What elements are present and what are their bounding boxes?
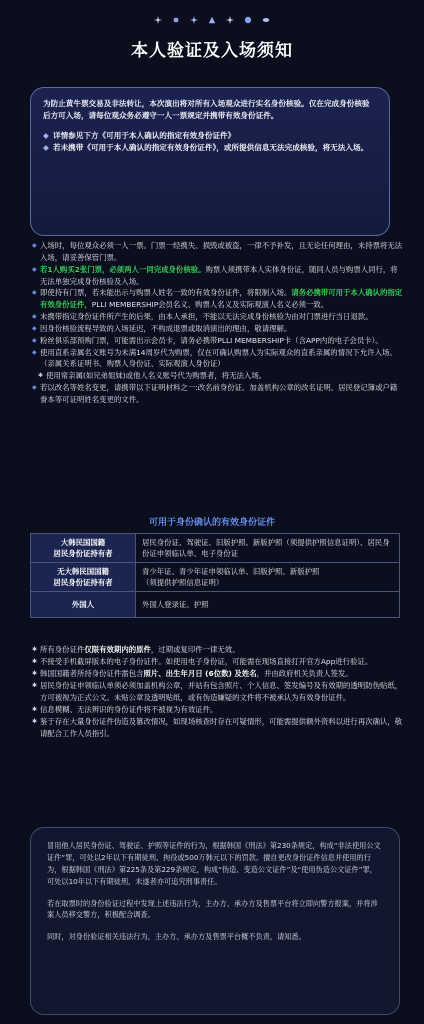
star-icon	[244, 16, 252, 24]
notice-text: 为防止黄牛票交易及非法转让，本次演出将对所有入场观众进行实名身份核验。仅在完成身份核验后方可入场，请每位观众务必遵守一人一票规定并携带有效身份证件。	[43, 99, 370, 121]
rule-text: 未携带指定身份证件所产生的后果，由本人承担，不能以无法完成身份核验为由对门票进行当日退款。	[40, 312, 373, 322]
rule-text: 即使持有门票，若未能出示与购票人姓名一致的有效身份证件，将限制入场。请务必携带可用于本人确认的指定有效身份证件，PLLI MEMBERSHIP会员名义、购票人名义及实际观演人名义必须一致。	[40, 288, 403, 310]
rule-text: 使用直系亲属名义账号为未满14周岁代为购票，仅在可确认购票人为实际观众的直系亲属的情况下允许入场。（亲属关系证明书、购票人身份证、实际观演人身份证）	[40, 347, 397, 369]
star-icon	[208, 16, 216, 24]
rule-item	[32, 240, 404, 264]
note-text: 不接受手机截屏版本的电子身份证件。如使用电子身份证，可能需在现场直接打开官方App进行验证。	[40, 656, 373, 666]
note-text: 鉴于存在大量身份证件伪造及篡改情况，如现场核查时存在可疑情形，可能需提供额外资料以进行再次确认，敬请配合工作人员指引。	[40, 716, 403, 738]
rule-text: 因身份核验流程导致的入场延迟，不构成退票或取消演出的理由，敬请理解。	[40, 323, 292, 333]
note-item	[32, 716, 404, 740]
asterisk-icon: ✱	[32, 646, 38, 653]
id-row-head: 外国人	[31, 592, 136, 618]
note-item	[32, 668, 404, 680]
note-item	[32, 680, 404, 704]
table-row	[31, 563, 400, 592]
star-icon	[172, 16, 180, 24]
id-table	[30, 533, 400, 618]
bullet-icon: ◆	[32, 324, 37, 332]
rule-text: 粉丝俱乐部预购门票，可能需出示会员卡，请务必携带PLLI MEMBERSHIP卡（含APP内的电子会员卡）。	[40, 335, 383, 345]
note-text: 韩国国籍者所持身份证件需包含照片、出生年月日 (6位数) 及姓名，并由政府机关负责人签发。	[40, 668, 353, 678]
legal-paragraph: 冒用他人居民身份证、驾驶证、护照等证件的行为，根据韩国《刑法》第230条规定，构成“非法使用公文证件”罪，可处以2年以下有期徒刑、拘役或500万韩元以下的罚款。擅自更改身份证件信息并使用的行为，根据韩国《刑法》第225条及第229条规定，构成“伪造、变造公文证件”及“使用伪造公文证件”罪，可处以10年以下有期徒刑，未遂者亦可追究刑事责任。	[47, 841, 381, 886]
rule-text: 若以改名等姓名变更，请携带以下证明材料之一:改名前身份证、加盖机构公章的改名证明、居民登记簿或户籍誊本等可证明姓名变更的文件。	[40, 383, 398, 404]
asterisk-icon: ✱	[32, 717, 38, 725]
star-icon	[226, 16, 234, 24]
id-row-head: 无大韩民国国籍 居民身份证持有者	[31, 563, 136, 592]
rule-text: 入场时，每位观众必须一人一票。门票一经携失、损毁或被盗，一律不予补发，且无论任何理由，未持票将无法入场，请妥善保管门票。	[40, 241, 403, 262]
bullet-icon: ◆	[32, 265, 37, 273]
star-icon	[154, 16, 162, 24]
bullet-icon: ◆	[32, 348, 37, 356]
note-text: 所有身份证件仅限有效期内的原件，过期或复印件一律无效。	[40, 645, 240, 654]
bullet-icon: ◆	[32, 242, 37, 249]
rule-item	[32, 335, 404, 347]
rule-item	[32, 287, 404, 311]
notice-box	[30, 87, 390, 236]
rule-item	[32, 311, 404, 323]
asterisk-icon: ✱	[38, 372, 44, 380]
id-row-head: 大韩民国国籍 居民身份证持有者	[31, 534, 136, 563]
bullet-icon: ◆	[32, 336, 37, 344]
bullet-icon: ◆	[32, 289, 37, 297]
note-text: 信息模糊、无法辨识的身份证件将不被视为有效证件。	[40, 704, 218, 714]
note-item	[32, 644, 404, 656]
id-row-body: 外国人登录证、护照	[136, 592, 400, 618]
bullet-icon: ◆	[32, 313, 37, 321]
rule-item	[32, 323, 404, 335]
rule-item	[32, 347, 404, 371]
id-notes-list	[32, 644, 404, 740]
notice-bullet	[43, 142, 377, 154]
asterisk-icon: ✱	[32, 705, 38, 713]
star-icon	[190, 16, 198, 24]
decorative-stars	[0, 0, 424, 30]
asterisk-icon: ✱	[32, 669, 38, 677]
table-row	[31, 592, 400, 618]
page-title: 本人验证及入场须知	[131, 41, 293, 61]
asterisk-icon: ✱	[32, 681, 38, 689]
notice-bullet-text: 若未携带《可用于本人确认的指定有效身份证件》，或所提供信息无法完成核验，将无法入场。	[53, 142, 369, 152]
rule-item	[32, 382, 404, 406]
legal-warning-box	[30, 827, 400, 1015]
asterisk-icon: ✱	[32, 657, 38, 665]
rule-item	[32, 264, 404, 288]
note-item	[32, 656, 404, 668]
rule-text: 若1人购买2张门票，必须两人一同完成身份核验。购票人须携带本人实体身份证，随同人员与购票人同行，将无法单独完成身份核验及入场。	[40, 264, 398, 286]
legal-paragraph: 同时，对身份验证相关违法行为，主办方、承办方及售票平台概不负责，请知悉。	[47, 932, 306, 942]
id-section-title: 可用于身份确认的有效身份证件	[148, 518, 275, 528]
entry-rules-list	[32, 240, 404, 406]
star-icon	[262, 16, 270, 24]
diamond-icon: ◆	[43, 142, 49, 152]
id-row-body: 青少年证、青少年证申领临认单、旧版护照、新版护照 （须提供护照信息证明）	[136, 563, 400, 592]
id-row-body: 居民身份证、驾驶证、旧版护照、新版护照（须提供护照信息证明）、居民身份证申领临认单、电子身份证	[136, 534, 400, 563]
note-item	[32, 704, 404, 716]
legal-paragraph: 若在取票时的身份验证过程中发现上述违法行为，主办方、承办方及售票平台将立即向警方报案，并将涉案人员移交警方，积极配合调查。	[47, 898, 378, 920]
rule-text: 使用常亲属(如兄弟姐妹)或他人名义账号代为购票者，将无法入场。	[46, 371, 267, 381]
diamond-icon: ◆	[43, 130, 49, 140]
note-text: 居民身份证申领临认单须必须加盖机构公章，并站有包含照片、个人信息、签发编号及有效期的透明防伪贴纸，方可被视为正式公文。未贴公章及透明贴纸，或有伪造嫌疑的文件将不被承认为有效身份证件。	[40, 680, 403, 702]
notice-bullet-text: 详情参见下方《可用于本人确认的指定有效身份证件》	[53, 130, 236, 140]
rule-item	[32, 370, 404, 382]
notice-bullet	[43, 130, 377, 142]
bullet-icon: ◆	[32, 384, 37, 392]
table-row	[31, 534, 400, 563]
